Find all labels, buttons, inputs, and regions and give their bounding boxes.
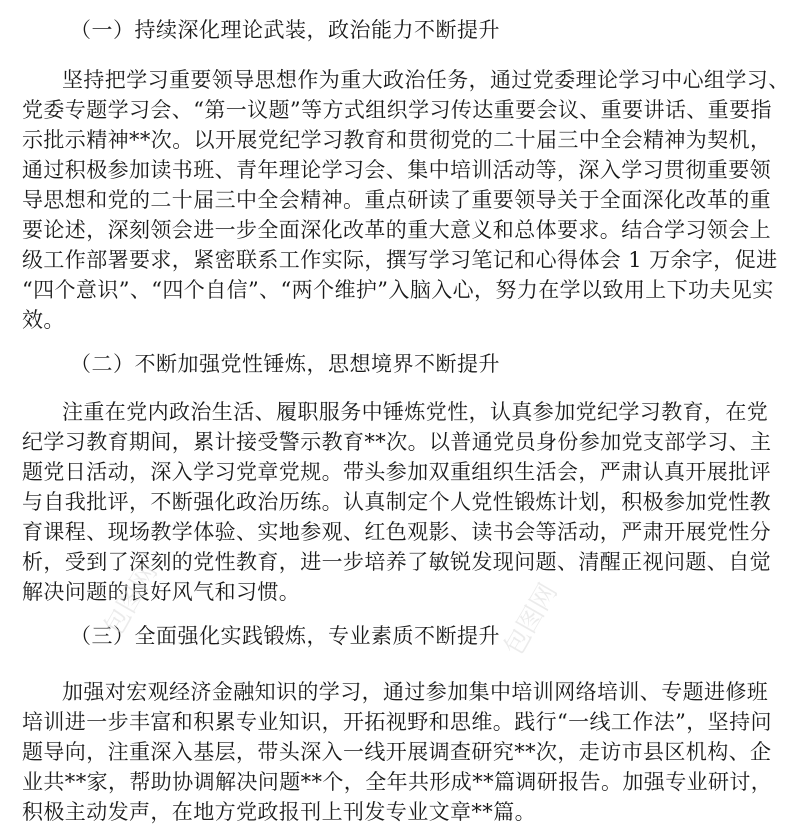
section-1-heading: （一）持续深化理论武装，政治能力不断提升 — [70, 18, 500, 42]
section-1-line: 效。 — [22, 308, 65, 332]
section-2-line: 育课程、现场教学体验、实地参观、红色观影、读书会等活动，严肃开展党性分 — [22, 520, 771, 544]
section-2-line: 与自我批评，不断强化政治历练。认真制定个人党性锻炼计划，积极参加党性教 — [22, 490, 771, 514]
section-2-line: 题党日活动，深入学习党章党规。带头参加双重组织生活会，严肃认真开展批评 — [22, 460, 771, 484]
section-1-line: 级工作部署要求，紧密联系工作实际，撰写学习笔记和心得体会 1 万余字，促进 — [22, 248, 778, 272]
section-3-line: 业共**家，帮助协调解决问题**个，全年共形成**篇调研报告。加强专业研讨， — [22, 770, 773, 794]
section-1-line: “四个意识”、“四个自信”、“两个维护”入脑入心，努力在学以致用上下功夫见实 — [22, 278, 774, 302]
section-3-line: 积极主动发声，在地方党政报刊上刊发专业文章**篇。 — [22, 800, 536, 824]
section-2-line: 解决问题的良好风气和习惯。 — [22, 580, 301, 604]
section-2-line: 析，受到了深刻的党性教育，进一步培养了敏锐发现问题、清醒正视问题、自觉 — [22, 550, 771, 574]
section-1-line: 党委专题学习会、“第一议题”等方式组织学习传达重要会议、重要讲话、重要指 — [22, 98, 772, 122]
section-3-line: 题导向，注重深入基层，带头深入一线开展调查研究**次，走访市县区机构、企 — [22, 740, 772, 764]
section-2-heading: （二）不断加强党性锤炼，思想境界不断提升 — [70, 352, 500, 376]
section-1-line: 示批示精神**次。以开展党纪学习教育和贯彻党的二十届三中全会精神为契机， — [22, 128, 772, 152]
section-1-line: 要论述，深刻领会进一步全面深化改革的重大意义和总体要求。结合学习领会上 — [22, 218, 771, 242]
watermark-text: 包图网 — [98, 558, 164, 642]
section-1-line: 坚持把学习重要领导思想作为重大政治任务，通过党委理论学习中心组学习、 — [62, 68, 790, 92]
section-2-line: 注重在党内政治生活、履职服务中锤炼党性，认真参加党纪学习教育，在党 — [62, 400, 769, 424]
section-3-line: 加强对宏观经济金融知识的学习，通过参加集中培训网络培训、专题进修班 — [62, 680, 769, 704]
section-1-line: 通过积极参加读书班、青年理论学习会、集中培训活动等，深入学习贯彻重要领 — [22, 158, 771, 182]
section-1-line: 导思想和党的二十届三中全会精神。重点研读了重要领导关于全面深化改革的重 — [22, 188, 771, 212]
section-2-line: 纪学习教育期间，累计接受警示教育**次。以普通党员身份参加党支部学习、主 — [22, 430, 772, 454]
section-3-line: 培训进一步丰富和积累专业知识，开拓视野和思维。践行“一线工作法”，坚持问 — [22, 710, 772, 734]
watermark-text: 包图网 — [498, 578, 564, 662]
section-3-heading: （三）全面强化实践锻炼，专业素质不断提升 — [70, 624, 500, 648]
